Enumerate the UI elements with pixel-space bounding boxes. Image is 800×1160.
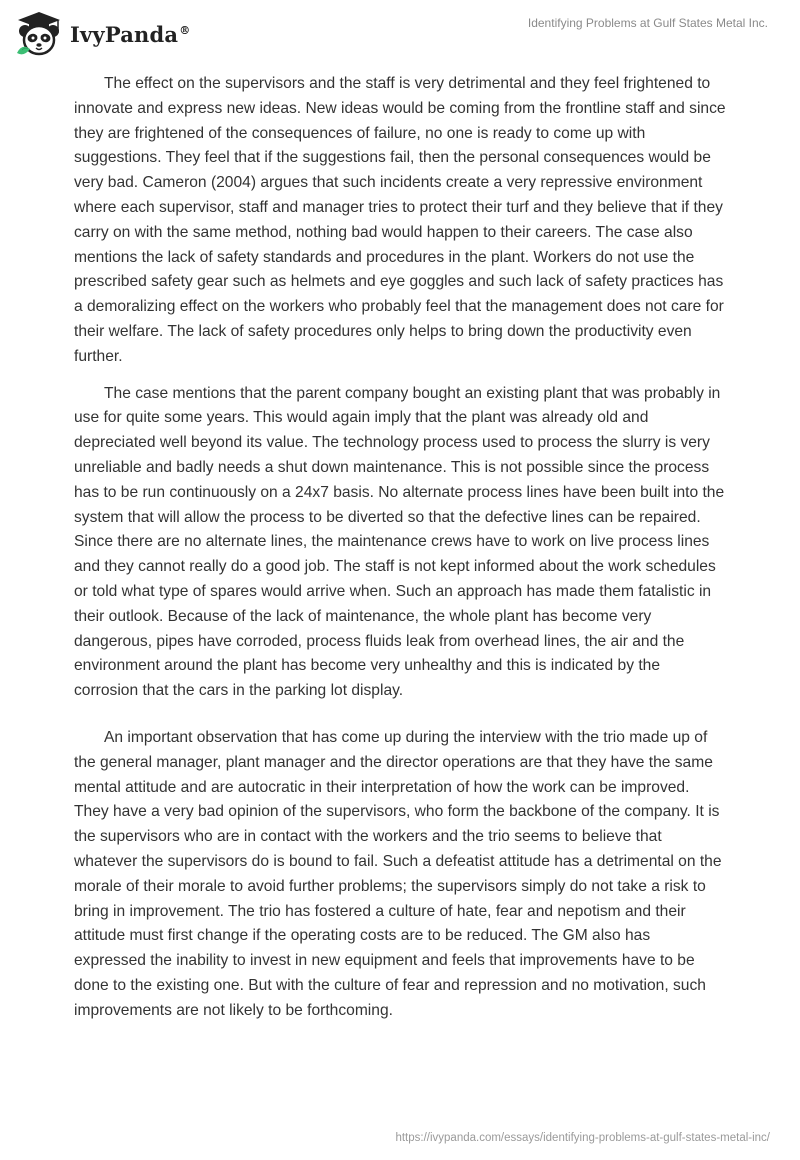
paragraph: The effect on the supervisors and the staff is very detrimental and they feel frightened to innovate and express new ideas. New ideas would be coming from the frontline staff and since they are frightened of the consequences of failure, no one is ready to come up with suggestions. They feel that if the suggestions fail, then the personal consequences would be very bad. Cameron (2004) argues that such incidents create a very repressive environment where each supervisor, staff and manager tries to protect their turf and they believe that if they carry on with the same method, nothing bad would happen to their careers. The case also mentions the lack of safety standards and procedures in the plant. Workers do not use the prescribed safety gear such as helmets and eye goggles and such lack of safety practices has a demoralizing effect on the workers who probably feel that the management does not care for their welfare. The lack of safety procedures only helps to bring down the productivity even further. <box>74 75 726 365</box>
paragraph: The case mentions that the parent company bought an existing plant that was probably in use for quite some years. This would again imply that the plant was already old and depreciated well beyond its value. The technology process used to process the slurry is very unreliable and badly needs a shut down maintenance. This is not possible since the process has to be run continuously on a 24x7 basis. No alternate process lines have been built into the system that will allow the process to be diverted so that the defective lines can be repaired. Since there are no alternate lines, the maintenance crews have to work on live process lines and they cannot really do a good job. The staff is not kept informed about the work schedules or told what type of spares would arrive when. Such an approach has made them fatalistic in their outlook. Because of the lack of maintenance, the whole plant has become very dangerous, pipes have corroded, process fluids leak from overhead lines, the air and the environment around the plant has become very unhealthy and this is indicated by the corrosion that the cars in the parking lot display. <box>74 384 725 700</box>
ivypanda-logo[interactable] <box>14 9 190 59</box>
document-title: Identifying Problems at Gulf States Metal Inc. <box>527 16 768 30</box>
brand-name: IvyPanda® <box>70 21 191 47</box>
page-header <box>0 0 800 70</box>
source-url[interactable]: https://ivypanda.com/essays/identifying-problems-at-gulf-states-metal-inc/ <box>395 1132 770 1144</box>
essay-body <box>74 72 726 1035</box>
panda-graduate-icon <box>14 9 64 59</box>
paragraph: An important observation that has come up during the interview with the trio made up of the general manager, plant manager and the director operations are that they have the same mental attitude and are autocratic in their interpretation of how the work can be improved. They have a very bad opinion of the supervisors, who form the backbone of the company. It is the supervisors who are in contact with the workers and the trio seems to believe that whatever the supervisors do is bound to fail. Such a defeatist attitude has a detrimental on the morale of their morale to avoid further problems; the supervisors simply do not take a risk to bring in improvement. The trio has fostered a culture of hate, fear and nepotism and their attitude must first change if the operating costs are to be reduced. The GM also has expressed the inability to invest in new equipment and feels that improvements have to be done to the existing one. But with the culture of fear and repression and no motivation, such improvements are not likely to be forthcoming. <box>74 728 722 1019</box>
registered-mark: ® <box>179 23 191 37</box>
